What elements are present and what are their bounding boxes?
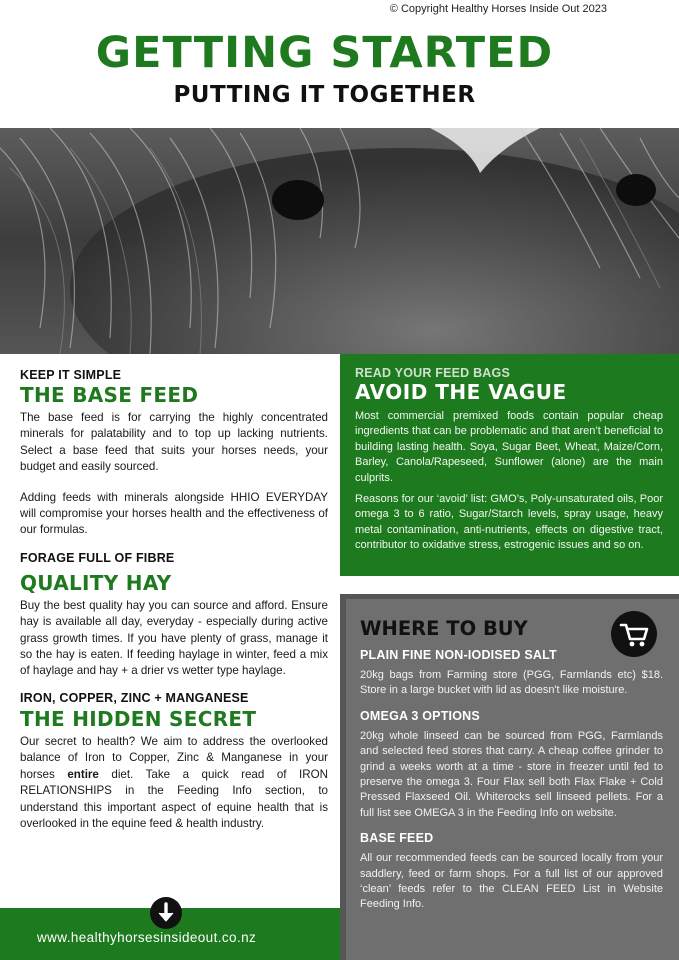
horse-face-photo [0, 128, 679, 354]
avoid-vague-paragraph-2: Reasons for our ‘avoid’ list: GMO’s, Poly-unsaturated oils, Poor omega 3 to 6 ratio, Sugar/Starch levels, spray usage, heavy metal contamination, anti-nutrients, effects on digestive tract, contributor to oxidative stress, estrogenic issues and so on. [355, 493, 663, 552]
page-title: GETTING STARTED [95, 28, 554, 78]
where-to-buy-heading: WHERE TO BUY [360, 617, 528, 640]
secret-paragraph: Our secret to health? We aim to address the overlooked balance of Iron to Copper, Zinc & Manganese in your horses entire diet. Take a quick read of IRON RELATIONSHIPS in the Feeding Info section, to understand this important aspect of equine health that is overlooked in the equine feed & health industry. [20, 734, 328, 830]
shopping-cart-icon [611, 611, 657, 657]
base-feed-buy-heading: BASE FEED [360, 831, 434, 846]
omega-text: 20kg whole linseed can be sourced from PGG, Farmlands and selected feed stores that carry. A cheap coffee grinder to grind a weeks worth at a time - store in freezer until fed to preserve the omega 3. Four Flax sell both Flax Flake + Cold Pressed Flaxseed Oil. Whiterocks sell linseed pellets. For a full list see OMEGA 3 in the Feeding Info on website. [360, 729, 663, 819]
base-feed-heading: THE BASE FEED [20, 383, 199, 407]
website-link[interactable]: www.healthyhorsesinsideout.co.nz [37, 930, 257, 945]
base-feed-paragraph-1: The base feed is for carrying the highly concentrated minerals for palatability and to top up lacking nutrients. Select a base feed that suits your horses needs, your budget and easily sourced. [20, 411, 328, 474]
hay-kicker: FORAGE FULL OF FIBRE [20, 550, 175, 565]
copyright-text: © Copyright Healthy Horses Inside Out 2023 [389, 3, 607, 15]
avoid-vague-heading: AVOID THE VAGUE [355, 380, 567, 404]
base-feed-buy-text: All our recommended feeds can be sourced locally from your saddlery, feed or farm shops. For a full list of our approved ‘clean’ feeds refer to the CLEAN FEED List in Website Feeding Info. [360, 852, 663, 911]
base-feed-kicker: KEEP IT SIMPLE [20, 368, 122, 382]
hay-paragraph: Buy the best quality hay you can source and afford. Ensure hay is available all day, everyday - especially during active grass growth times. If you have plenty of grass, manage it so the hay is eaten. If feeding haylage in winter, feed a mix of haylage and hay + a drier vs wetter type haylage. [20, 598, 328, 678]
emphasis-entire: entire [67, 767, 99, 781]
secret-heading: THE HIDDEN SECRET [20, 706, 257, 731]
secret-kicker: IRON, COPPER, ZINC + MANGANESE [20, 690, 249, 705]
avoid-vague-paragraph-1: Most commercial premixed foods contain popular cheap ingredients that can be problematic and that aren’t beneficial to building lasting health. Soya, Sugar Beet, Wheat, Maize/Corn, Barley, Canola/Rapeseed, Sunflower (alone) are the main culprits. [355, 410, 663, 484]
salt-text: 20kg bags from Farming store (PGG, Farmlands etc) $18. Store in a large bucket with lid as doesn't like moisture. [360, 669, 663, 697]
base-feed-paragraph-2: Adding feeds with minerals alongside HHIO EVERYDAY will compromise your horses health and the effectiveness of our formulas. [20, 490, 328, 537]
hay-heading: QUALITY HAY [20, 570, 172, 595]
left-column [20, 368, 328, 832]
page-subtitle: PUTTING IT TOGETHER [173, 82, 476, 108]
feed-bags-kicker: READ YOUR FEED BAGS [355, 366, 510, 380]
omega-heading: OMEGA 3 OPTIONS [360, 708, 480, 723]
where-to-buy-panel [340, 594, 679, 960]
arrow-down-icon[interactable] [150, 897, 182, 929]
salt-heading: PLAIN FINE NON-IODISED SALT [360, 648, 557, 662]
avoid-vague-panel [340, 354, 679, 576]
page-header [0, 0, 679, 128]
